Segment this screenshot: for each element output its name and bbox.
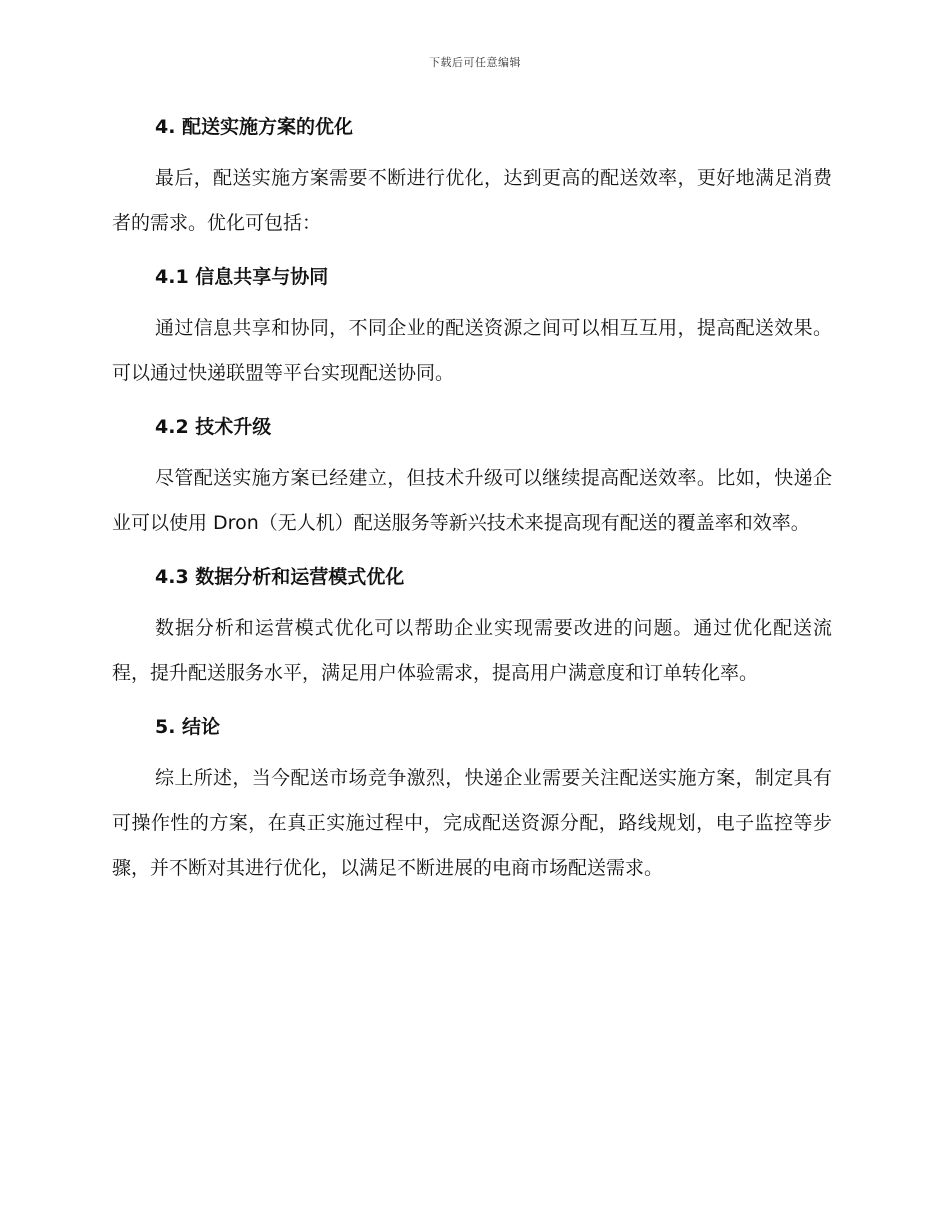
section-paragraph-4-1: 通过信息共享和协同，不同企业的配送资源之间可以相互互用，提高配送效果。可以通过快递联盟等平台实现配送协同。: [112, 317, 832, 384]
section-paragraph-4-2: 尽管配送实施方案已经建立，但技术升级可以继续提高配送效率。比如，快递企业可以使用 Dron（无人机）配送服务等新兴技术来提高现有配送的覆盖率和效率。: [112, 467, 832, 534]
section-heading-5: 5. 结论: [155, 716, 221, 738]
section-paragraph-4-3: 数据分析和运营模式优化可以帮助企业实现需要改进的问题。通过优化配送流程，提升配送服务水平，满足用户体验需求，提高用户满意度和订单转化率。: [112, 617, 832, 684]
section-heading-4-3: 4.3 数据分析和运营模式优化: [155, 566, 405, 588]
section-heading-4-1: 4.1 信息共享与协同: [155, 266, 329, 288]
section-paragraph-5: 综上所述，当今配送市场竞争激烈，快递企业需要关注配送实施方案，制定具有可操作性的方案，在真正实施过程中，完成配送资源分配，路线规划，电子监控等步骤，并不断对其进行优化，以满足不断进展的电商市场配送需求。: [112, 767, 832, 879]
section-heading-4-2: 4.2 技术升级: [155, 416, 272, 438]
section-paragraph-4: 最后，配送实施方案需要不断进行优化，达到更高的配送效率，更好地满足消费者的需求。优化可包括：: [112, 167, 832, 234]
document-body: [112, 112, 832, 891]
header-note: 下载后可任意编辑: [429, 56, 521, 69]
section-heading-4: 4. 配送实施方案的优化: [155, 116, 354, 138]
